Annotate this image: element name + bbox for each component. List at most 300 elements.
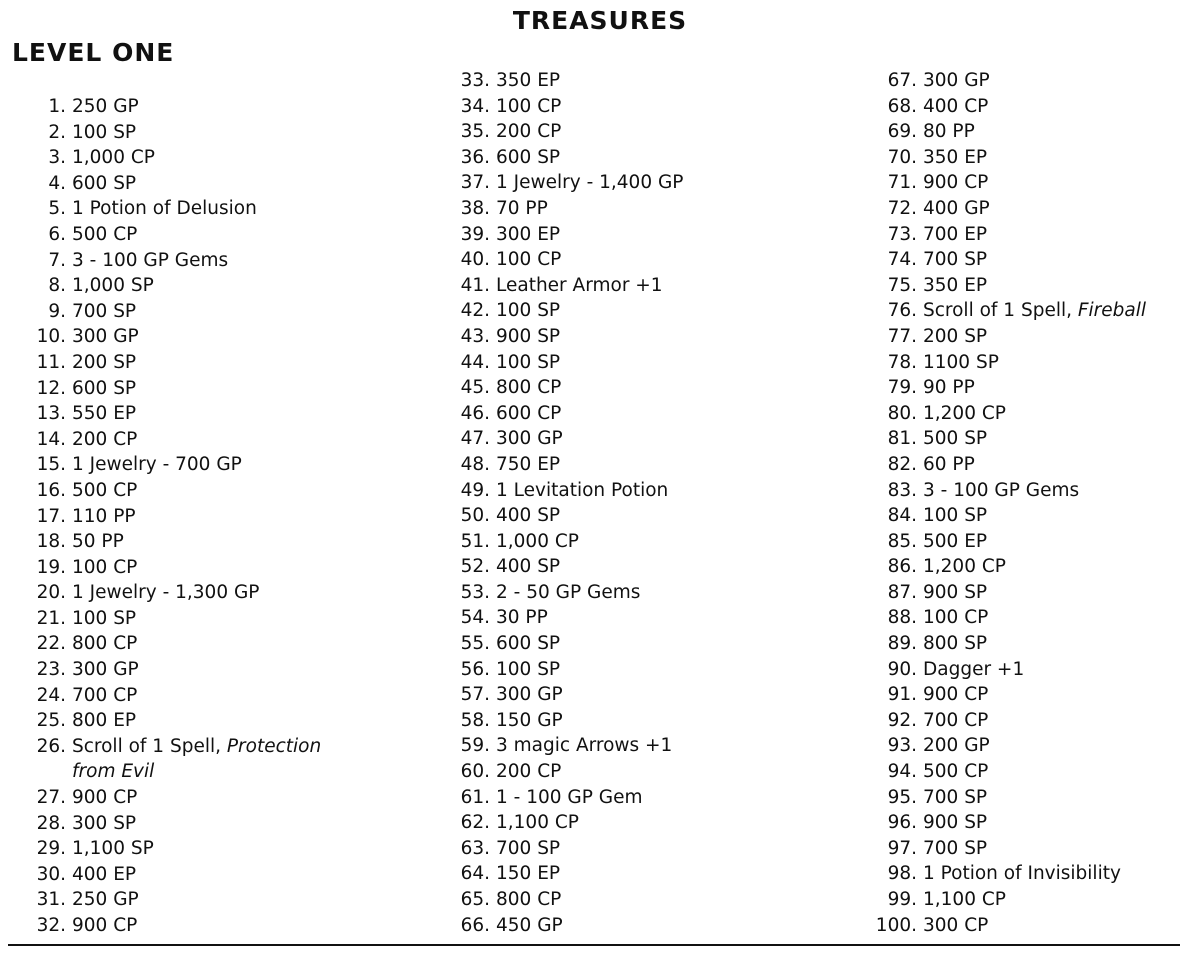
entry-text: Dagger +1 bbox=[923, 658, 1025, 680]
treasure-entry bbox=[862, 810, 1146, 836]
entry-number: 35. bbox=[460, 121, 490, 143]
entry-text: 200 GP bbox=[923, 735, 990, 757]
level-heading: LEVEL ONE bbox=[12, 38, 175, 67]
entry-text: 3 - 100 GP Gems bbox=[923, 479, 1080, 501]
treasure-entry bbox=[438, 529, 683, 555]
treasure-entry bbox=[14, 836, 321, 862]
entry-number: 5. bbox=[48, 198, 66, 220]
entry-text: 1100 SP bbox=[923, 351, 999, 373]
entry-number: 97. bbox=[887, 837, 917, 859]
entry-number: 72. bbox=[887, 197, 917, 219]
entry-text: 400 CP bbox=[923, 95, 989, 117]
treasure-entry bbox=[438, 478, 683, 504]
treasure-entry bbox=[862, 554, 1146, 580]
treasure-entry bbox=[438, 452, 683, 478]
treasure-entry bbox=[438, 580, 683, 606]
treasure-entry bbox=[438, 170, 683, 196]
page-title: TREASURES bbox=[512, 6, 688, 35]
entry-number: 93. bbox=[887, 735, 917, 757]
entry-number: 29. bbox=[36, 838, 66, 860]
treasure-entry bbox=[438, 426, 683, 452]
entry-text: 350 EP bbox=[496, 70, 561, 91]
treasure-entry bbox=[862, 580, 1146, 606]
treasure-entry bbox=[862, 145, 1146, 171]
treasure-entry bbox=[862, 785, 1146, 811]
treasure-entry bbox=[862, 861, 1146, 887]
entry-number: 11. bbox=[36, 351, 66, 373]
treasure-entry bbox=[14, 529, 321, 555]
entry-number: 88. bbox=[887, 607, 917, 629]
treasure-entry bbox=[14, 708, 321, 734]
entry-text: 50 PP bbox=[72, 531, 124, 553]
treasure-entry bbox=[14, 683, 321, 709]
treasure-entry bbox=[438, 554, 683, 580]
entry-number: 50. bbox=[460, 505, 490, 527]
entry-number: 84. bbox=[887, 505, 917, 527]
entry-text: 800 CP bbox=[496, 889, 562, 910]
entry-number: 33. bbox=[460, 70, 490, 91]
entry-text: 1,000 CP bbox=[496, 530, 579, 552]
entry-number: 89. bbox=[887, 633, 917, 655]
treasure-entry bbox=[862, 452, 1146, 478]
treasure-entry bbox=[438, 861, 683, 887]
entry-number: 25. bbox=[36, 710, 66, 732]
entry-text: 700 CP bbox=[72, 684, 138, 706]
entry-number: 73. bbox=[887, 223, 917, 245]
entry-text: 700 CP bbox=[923, 709, 989, 731]
treasure-entry bbox=[438, 247, 683, 273]
entry-number: 52. bbox=[460, 556, 490, 578]
entry-number: 45. bbox=[460, 377, 490, 399]
entry-text: 70 PP bbox=[496, 197, 548, 219]
entry-text: 200 SP bbox=[72, 351, 137, 373]
treasure-entry bbox=[14, 811, 321, 837]
treasure-entry bbox=[862, 708, 1146, 734]
entry-spell-name: Protection bbox=[226, 735, 322, 757]
treasure-entry bbox=[438, 810, 683, 836]
treasure-entry bbox=[14, 734, 321, 760]
entry-number: 49. bbox=[460, 479, 490, 501]
treasure-entry bbox=[862, 350, 1146, 376]
treasure-entry bbox=[438, 733, 683, 759]
treasure-entry bbox=[14, 273, 321, 299]
entry-text: 100 SP bbox=[496, 658, 561, 680]
entry-text: 100 SP bbox=[72, 607, 137, 629]
entry-text: 400 EP bbox=[72, 863, 137, 885]
treasure-entry bbox=[862, 605, 1146, 631]
treasure-entry bbox=[438, 324, 683, 350]
entry-text: 700 SP bbox=[496, 837, 561, 859]
entry-number: 13. bbox=[36, 403, 66, 425]
treasure-entry bbox=[14, 887, 321, 913]
entry-number: 90. bbox=[887, 658, 917, 680]
entry-text: 90 PP bbox=[923, 377, 975, 399]
entry-number: 94. bbox=[887, 761, 917, 783]
entry-text: 100 CP bbox=[496, 95, 562, 117]
entry-text: 100 SP bbox=[496, 351, 561, 373]
entry-number: 38. bbox=[460, 197, 490, 219]
entry-number: 55. bbox=[460, 633, 490, 655]
entry-text: 3 magic Arrows +1 bbox=[496, 735, 673, 757]
treasure-entry bbox=[438, 785, 683, 811]
treasure-entry bbox=[14, 376, 321, 402]
entry-number: 76. bbox=[887, 300, 917, 322]
treasure-entry bbox=[14, 785, 321, 811]
entry-number: 47. bbox=[460, 428, 490, 450]
entry-text: 700 SP bbox=[923, 837, 988, 859]
entry-text: 1 - 100 GP Gem bbox=[496, 786, 643, 808]
treasure-entry bbox=[862, 657, 1146, 683]
treasure-entry bbox=[14, 248, 321, 274]
treasure-entry bbox=[438, 605, 683, 631]
entry-text: 150 GP bbox=[496, 709, 563, 731]
treasure-entry bbox=[862, 887, 1146, 913]
entry-text: 300 GP bbox=[496, 428, 563, 450]
entry-text: 800 CP bbox=[72, 633, 138, 655]
entry-text: 1 Jewelry - 1,400 GP bbox=[496, 172, 684, 194]
entry-number: 77. bbox=[887, 325, 917, 347]
treasure-entry bbox=[438, 759, 683, 785]
entry-number: 98. bbox=[887, 863, 917, 885]
entry-text: 700 SP bbox=[923, 786, 988, 808]
treasure-entry bbox=[862, 196, 1146, 222]
treasure-entry bbox=[862, 119, 1146, 145]
entry-text: 1 Potion of Invisibility bbox=[923, 863, 1121, 885]
entry-number: 70. bbox=[887, 146, 917, 168]
entry-text: 800 SP bbox=[923, 633, 988, 655]
entry-text: 250 GP bbox=[72, 96, 139, 117]
entry-text: 400 SP bbox=[496, 556, 561, 578]
entry-text: 300 GP bbox=[496, 684, 563, 706]
entry-text: 60 PP bbox=[923, 453, 975, 475]
treasure-entry bbox=[862, 733, 1146, 759]
entry-text: 1,100 CP bbox=[923, 889, 1006, 910]
treasure-column-3 bbox=[862, 68, 1146, 938]
entry-number: 58. bbox=[460, 709, 490, 731]
entry-number: 56. bbox=[460, 658, 490, 680]
entry-text: 200 CP bbox=[496, 761, 562, 783]
treasure-entry bbox=[438, 298, 683, 324]
entry-number: 42. bbox=[460, 300, 490, 322]
entry-text: 2 - 50 GP Gems bbox=[496, 581, 641, 603]
entry-number: 46. bbox=[460, 402, 490, 424]
treasure-entry bbox=[862, 401, 1146, 427]
entry-number: 34. bbox=[460, 95, 490, 117]
entry-text: 1,100 CP bbox=[496, 812, 579, 834]
entry-text: 400 SP bbox=[496, 505, 561, 527]
entry-text: 250 GP bbox=[72, 889, 139, 911]
treasure-entry bbox=[438, 887, 683, 913]
entry-text: 600 SP bbox=[496, 146, 561, 168]
entry-number: 15. bbox=[36, 454, 66, 476]
entry-text: 200 CP bbox=[496, 121, 562, 143]
bottom-divider bbox=[8, 944, 1180, 946]
entry-text: 600 CP bbox=[496, 402, 562, 424]
entry-spell-name-continued: from Evil bbox=[72, 761, 155, 783]
entry-number: 53. bbox=[460, 581, 490, 603]
entry-number: 79. bbox=[887, 377, 917, 399]
entry-text: 100 CP bbox=[72, 556, 138, 578]
treasure-column-2 bbox=[438, 68, 683, 938]
entry-number: 26. bbox=[36, 735, 66, 757]
entry-text: 350 EP bbox=[923, 274, 988, 296]
entry-text: 1,200 CP bbox=[923, 402, 1006, 424]
treasure-entry bbox=[14, 94, 321, 120]
treasure-entry bbox=[862, 682, 1146, 708]
entry-text: 900 CP bbox=[923, 172, 989, 194]
treasure-entry bbox=[862, 298, 1146, 324]
treasure-entry bbox=[862, 759, 1146, 785]
entry-text: 300 GP bbox=[72, 326, 139, 348]
entry-text: 700 SP bbox=[923, 249, 988, 271]
treasure-entry bbox=[14, 196, 321, 222]
entry-number: 4. bbox=[48, 172, 66, 194]
treasure-entry bbox=[438, 145, 683, 171]
entry-text: 1,100 SP bbox=[72, 838, 154, 860]
treasure-entry bbox=[438, 350, 683, 376]
entry-number: 41. bbox=[460, 274, 490, 296]
entry-number: 16. bbox=[36, 479, 66, 501]
entry-number: 67. bbox=[887, 70, 917, 91]
entry-text: 900 SP bbox=[923, 581, 988, 603]
treasure-entry bbox=[438, 682, 683, 708]
treasure-entry bbox=[438, 401, 683, 427]
treasure-entry bbox=[862, 426, 1146, 452]
treasure-entry bbox=[438, 196, 683, 222]
entry-number: 36. bbox=[460, 146, 490, 168]
entry-number: 31. bbox=[36, 889, 66, 911]
entry-number: 59. bbox=[460, 735, 490, 757]
treasure-entry bbox=[14, 478, 321, 504]
treasure-entry bbox=[438, 708, 683, 734]
treasure-entry bbox=[438, 503, 683, 529]
entry-number: 30. bbox=[36, 863, 66, 885]
treasure-entry bbox=[14, 913, 321, 939]
treasure-entry bbox=[862, 247, 1146, 273]
treasure-entry bbox=[438, 273, 683, 299]
entry-number: 6. bbox=[48, 223, 66, 245]
treasure-entry-continuation bbox=[14, 759, 321, 785]
entry-number: 19. bbox=[36, 556, 66, 578]
treasure-column-1 bbox=[14, 94, 321, 939]
entry-text: 100 SP bbox=[496, 300, 561, 322]
entry-number: 21. bbox=[36, 607, 66, 629]
treasure-entry bbox=[14, 222, 321, 248]
entry-text: 300 GP bbox=[72, 659, 139, 681]
treasure-entry bbox=[14, 145, 321, 171]
entry-number: 71. bbox=[887, 172, 917, 194]
entry-number: 69. bbox=[887, 121, 917, 143]
entry-text: 200 CP bbox=[72, 428, 138, 450]
entry-text: 500 EP bbox=[923, 530, 988, 552]
entry-text: 1 Levitation Potion bbox=[496, 479, 669, 501]
entry-text: 600 SP bbox=[496, 633, 561, 655]
entry-number: 14. bbox=[36, 428, 66, 450]
entry-number: 40. bbox=[460, 249, 490, 271]
entry-text: 450 GP bbox=[496, 914, 563, 936]
entry-text: 1 Jewelry - 700 GP bbox=[72, 454, 242, 476]
treasure-entry bbox=[14, 606, 321, 632]
entry-number: 96. bbox=[887, 812, 917, 834]
entry-text: 900 CP bbox=[923, 684, 989, 706]
entry-number: 12. bbox=[36, 377, 66, 399]
entry-text: 100 SP bbox=[72, 121, 137, 143]
entry-number: 81. bbox=[887, 428, 917, 450]
treasure-entry bbox=[862, 478, 1146, 504]
entry-text: 500 CP bbox=[72, 479, 138, 501]
entry-number: 7. bbox=[48, 249, 66, 271]
entry-text: 1,000 CP bbox=[72, 147, 155, 169]
entry-text: 700 SP bbox=[72, 300, 137, 322]
treasure-entry bbox=[862, 324, 1146, 350]
entry-number: 61. bbox=[460, 786, 490, 808]
entry-number: 18. bbox=[36, 531, 66, 553]
entry-text: 550 EP bbox=[72, 403, 137, 425]
entry-number: 85. bbox=[887, 530, 917, 552]
entry-text: 500 CP bbox=[923, 761, 989, 783]
treasure-entry bbox=[862, 503, 1146, 529]
treasure-entry bbox=[862, 913, 1146, 939]
entry-number: 17. bbox=[36, 505, 66, 527]
entry-text: 800 CP bbox=[496, 377, 562, 399]
entry-text: 600 SP bbox=[72, 377, 137, 399]
entry-number: 27. bbox=[36, 787, 66, 809]
entry-text: 300 GP bbox=[923, 70, 990, 91]
treasure-entry bbox=[438, 222, 683, 248]
entry-number: 99. bbox=[887, 889, 917, 910]
entry-text: 350 EP bbox=[923, 146, 988, 168]
entry-number: 68. bbox=[887, 95, 917, 117]
entry-text: 1,200 CP bbox=[923, 556, 1006, 578]
treasure-entry bbox=[862, 170, 1146, 196]
entry-text: 1 Jewelry - 1,300 GP bbox=[72, 582, 260, 604]
entry-number: 22. bbox=[36, 633, 66, 655]
entry-number: 24. bbox=[36, 684, 66, 706]
entry-text: 900 CP bbox=[72, 915, 138, 936]
entry-text: 100 SP bbox=[923, 505, 988, 527]
entry-number: 82. bbox=[887, 453, 917, 475]
entry-number: 95. bbox=[887, 786, 917, 808]
entry-number: 9. bbox=[48, 300, 66, 322]
entry-number: 75. bbox=[887, 274, 917, 296]
treasure-entry bbox=[14, 324, 321, 350]
treasure-entry bbox=[862, 375, 1146, 401]
treasure-entry bbox=[14, 657, 321, 683]
treasure-entry bbox=[862, 273, 1146, 299]
treasure-entry bbox=[14, 171, 321, 197]
entry-text: 300 EP bbox=[496, 223, 561, 245]
entry-text: 110 PP bbox=[72, 505, 136, 527]
entry-number: 1. bbox=[48, 96, 66, 117]
treasure-entry bbox=[862, 631, 1146, 657]
entry-text: 700 EP bbox=[923, 223, 988, 245]
entry-text: 30 PP bbox=[496, 607, 548, 629]
treasure-entry bbox=[14, 299, 321, 325]
treasure-entry bbox=[14, 452, 321, 478]
entry-number: 92. bbox=[887, 709, 917, 731]
entry-number: 3. bbox=[48, 147, 66, 169]
entry-number: 20. bbox=[36, 582, 66, 604]
entry-number: 57. bbox=[460, 684, 490, 706]
entry-number: 62. bbox=[460, 812, 490, 834]
entry-number: 28. bbox=[36, 812, 66, 834]
entry-text: 300 SP bbox=[72, 812, 137, 834]
entry-number: 87. bbox=[887, 581, 917, 603]
treasure-entry bbox=[14, 862, 321, 888]
treasure-entry bbox=[438, 119, 683, 145]
entry-number: 2. bbox=[48, 121, 66, 143]
entry-number: 8. bbox=[48, 275, 66, 297]
entry-number: 80. bbox=[887, 402, 917, 424]
treasure-entry bbox=[438, 836, 683, 862]
entry-number: 63. bbox=[460, 837, 490, 859]
entry-number: 74. bbox=[887, 249, 917, 271]
entry-number: 83. bbox=[887, 479, 917, 501]
entry-number: 86. bbox=[887, 556, 917, 578]
treasure-entry bbox=[14, 350, 321, 376]
treasure-entry bbox=[14, 631, 321, 657]
treasure-entry bbox=[862, 529, 1146, 555]
treasure-entry bbox=[14, 580, 321, 606]
entry-text: 300 CP bbox=[923, 914, 989, 936]
entry-text: 500 CP bbox=[72, 223, 138, 245]
entry-text: 500 SP bbox=[923, 428, 988, 450]
treasure-entry bbox=[14, 504, 321, 530]
entry-text: 100 CP bbox=[923, 607, 989, 629]
entry-text: 80 PP bbox=[923, 121, 975, 143]
treasure-entry bbox=[438, 94, 683, 120]
treasure-entry bbox=[438, 631, 683, 657]
entry-number: 44. bbox=[460, 351, 490, 373]
entry-text: 900 SP bbox=[496, 325, 561, 347]
treasure-entry bbox=[438, 375, 683, 401]
treasure-entry bbox=[862, 222, 1146, 248]
entry-text: 100 CP bbox=[496, 249, 562, 271]
entry-text: 900 CP bbox=[72, 787, 138, 809]
treasure-entry bbox=[14, 401, 321, 427]
entry-number: 60. bbox=[460, 761, 490, 783]
entry-number: 91. bbox=[887, 684, 917, 706]
treasure-entry bbox=[438, 68, 683, 94]
entry-number: 39. bbox=[460, 223, 490, 245]
entry-number: 48. bbox=[460, 453, 490, 475]
entry-text: 900 SP bbox=[923, 812, 988, 834]
entry-number: 54. bbox=[460, 607, 490, 629]
entry-number: 78. bbox=[887, 351, 917, 373]
entry-spell-name: Fireball bbox=[1077, 300, 1147, 322]
entry-number: 10. bbox=[36, 326, 66, 348]
treasure-entry bbox=[438, 913, 683, 939]
entry-text: 200 SP bbox=[923, 325, 988, 347]
treasure-entry bbox=[14, 120, 321, 146]
entry-number: 65. bbox=[460, 889, 490, 910]
entry-number: 32. bbox=[36, 915, 66, 936]
entry-number: 66. bbox=[460, 914, 490, 936]
entry-number: 51. bbox=[460, 530, 490, 552]
entry-text: Leather Armor +1 bbox=[496, 274, 663, 296]
entry-number: 23. bbox=[36, 659, 66, 681]
entry-text: 3 - 100 GP Gems bbox=[72, 249, 229, 271]
entry-text: 1,000 SP bbox=[72, 275, 154, 297]
treasure-entry bbox=[438, 657, 683, 683]
entry-number: 100. bbox=[875, 914, 917, 936]
entry-number: 64. bbox=[460, 863, 490, 885]
entry-text: Scroll of 1 Spell, bbox=[923, 300, 1078, 322]
entry-text: 150 EP bbox=[496, 863, 561, 885]
entry-text: 1 Potion of Delusion bbox=[72, 198, 257, 220]
entry-number: 43. bbox=[460, 325, 490, 347]
entry-text: 600 SP bbox=[72, 172, 137, 194]
